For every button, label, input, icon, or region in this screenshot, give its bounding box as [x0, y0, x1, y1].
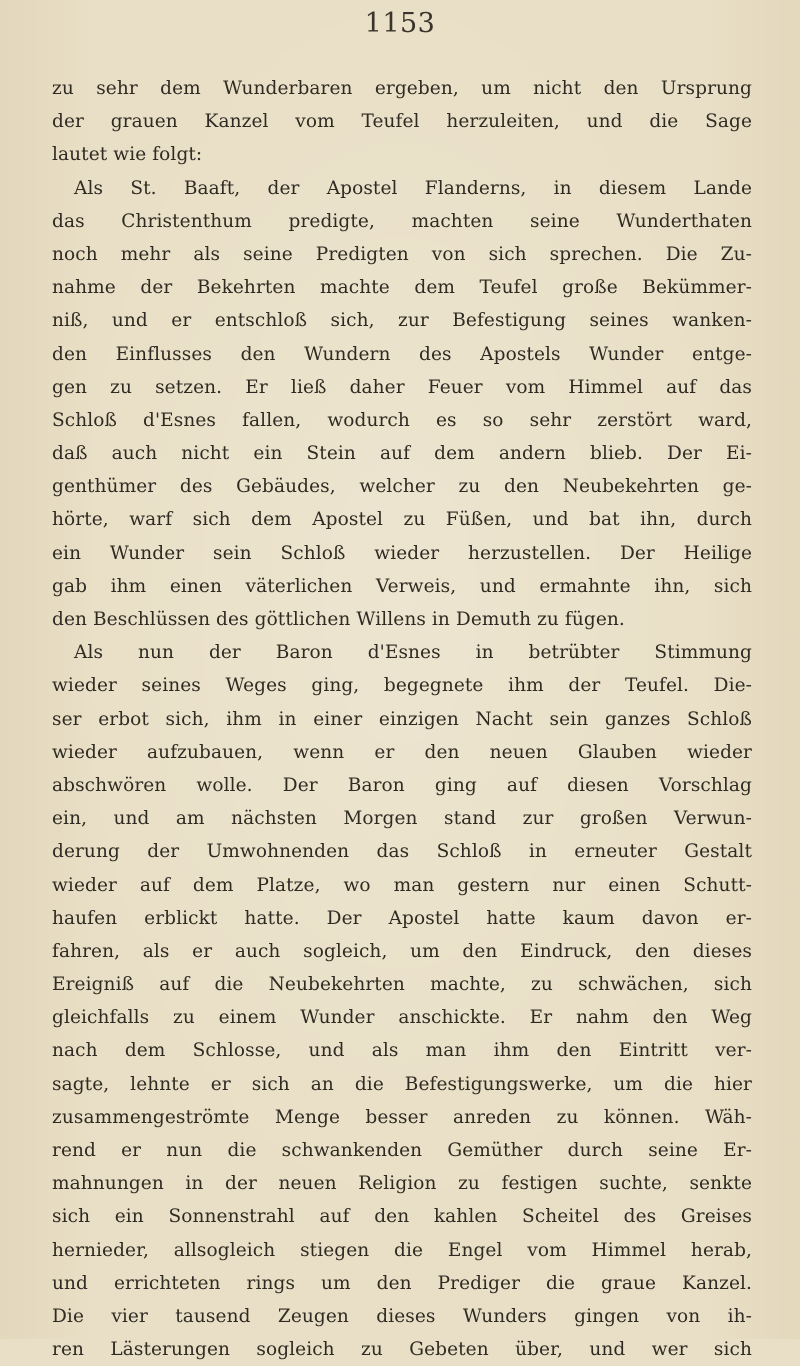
text-line: ein Wunder sein Schloß wieder herzustellen. Der Heilige: [52, 542, 752, 564]
text-line: lautet wie folgt:: [52, 144, 203, 166]
text-line: wieder auf dem Platze, wo man gestern nur einen Schutt-: [52, 874, 752, 896]
text-line: mahnungen in der neuen Religion zu festigen suchte, senkte: [52, 1173, 752, 1195]
text-line: Die vier tausend Zeugen dieses Wunders gingen von ih-: [52, 1305, 752, 1327]
text-line: genthümer des Gebäudes, welcher zu den Neubekehrten ge-: [52, 476, 752, 498]
text-line: Als nun der Baron d'Esnes in betrübter Stimmung: [74, 642, 752, 664]
text-line: den Einflusses den Wundern des Apostels Wunder entge-: [52, 343, 752, 365]
text-line: hernieder, allsogleich stiegen die Engel vom Himmel herab,: [52, 1239, 752, 1261]
text-line: ser erbot sich, ihm in einer einzigen Nacht sein ganzes Schloß: [52, 708, 752, 730]
text-line: zusammengeströmte Menge besser anreden zu können. Wäh-: [52, 1106, 752, 1128]
text-line: noch mehr als seine Predigten von sich sprechen. Die Zu-: [52, 243, 752, 265]
text-line: hörte, warf sich dem Apostel zu Füßen, und bat ihn, durch: [52, 509, 752, 531]
text-line: Ereigniß auf die Neubekehrten machte, zu schwächen, sich: [52, 974, 752, 996]
text-line: rend er nun die schwankenden Gemüther durch seine Er-: [52, 1140, 752, 1161]
text-line: Schloß d'Esnes fallen, wodurch es so sehr zerstört ward,: [52, 409, 752, 431]
text-line: wieder seines Weges ging, begegnete ihm der Teufel. Die-: [52, 675, 752, 697]
text-line: zu sehr dem Wunderbaren ergeben, um nicht den Ursprung: [52, 78, 752, 99]
text-line: niß, und er entschloß sich, zur Befestigung seines wanken-: [52, 310, 752, 332]
text-line: das Christenthum predigte, machten seine Wunderthaten: [52, 210, 752, 232]
text-line: ein, und am nächsten Morgen stand zur großen Verwun-: [52, 808, 752, 830]
text-line: sich ein Sonnenstrahl auf den kahlen Scheitel des Greises: [52, 1206, 752, 1228]
body-text: [52, 72, 752, 1366]
text-line: gleichfalls zu einem Wunder anschickte. Er nahm den Weg: [52, 1007, 752, 1029]
page-number: 1153: [364, 8, 436, 39]
text-line: abschwören wolle. Der Baron ging auf diesen Vorschlag: [52, 774, 752, 796]
text-line: gab ihm einen väterlichen Verweis, und ermahnte ihn, sich: [52, 575, 752, 597]
text-line: und errichteten rings um den Prediger die graue Kanzel.: [52, 1272, 752, 1294]
text-line: den Beschlüssen des göttlichen Willens in Demuth zu fügen.: [52, 609, 625, 630]
text-line: nahme der Bekehrten machte dem Teufel große Bekümmer-: [52, 277, 752, 299]
text-line: Als St. Baaft, der Apostel Flanderns, in diesem Lande: [74, 177, 752, 199]
text-line: derung der Umwohnenden das Schloß in erneuter Gestalt: [52, 841, 752, 863]
text-line: nach dem Schlosse, und als man ihm den Eintritt ver-: [52, 1040, 752, 1062]
text-line: fahren, als er auch sogleich, um den Eindruck, den dieses: [52, 940, 752, 962]
text-line: sagte, lehnte er sich an die Befestigungswerke, um die hier: [52, 1073, 752, 1095]
text-line: ren Lästerungen sogleich zu Gebeten über, und wer sich: [52, 1339, 752, 1361]
text-line: gen zu setzen. Er ließ daher Feuer vom Himmel auf das: [52, 376, 752, 398]
text-line: wieder aufzubauen, wenn er den neuen Glauben wieder: [52, 741, 752, 763]
text-line: der grauen Kanzel vom Teufel herzuleiten, und die Sage: [52, 111, 752, 133]
text-line: daß auch nicht ein Stein auf dem andern blieb. Der Ei-: [52, 443, 752, 465]
text-line: haufen erblickt hatte. Der Apostel hatte kaum davon er-: [52, 907, 752, 929]
